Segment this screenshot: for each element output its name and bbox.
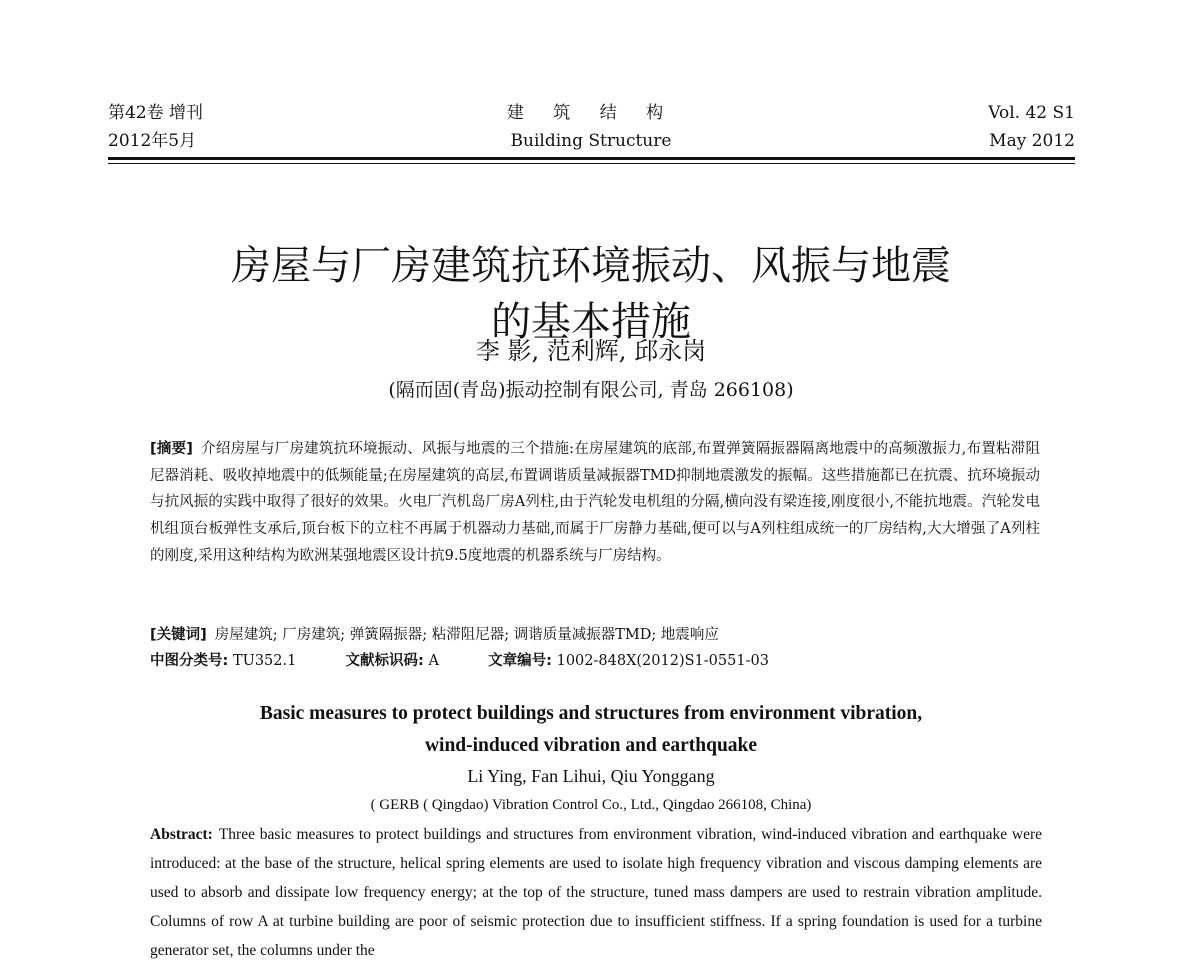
document-code-value: A <box>428 653 439 669</box>
abstract-en <box>150 820 1042 965</box>
paper-title-en-line1: Basic measures to protect buildings and structures from environment vibration, <box>259 703 923 724</box>
keywords-zh <box>150 622 1040 648</box>
affiliation-en: ( GERB ( Qingdao) Vibration Control Co., Ltd., Qingdao 266108, China) <box>370 797 812 813</box>
abstract-en-label: Abstract: <box>150 826 213 843</box>
header-rule-thick <box>108 157 1075 160</box>
date-en: May 2012 <box>989 131 1075 151</box>
classification-info <box>150 648 1040 674</box>
volume-issue-zh: 第42卷 增刊 <box>108 103 204 123</box>
abstract-zh-text: 介绍房屋与厂房建筑抗环境振动、风振与地震的三个措施:在房屋建筑的底部,布置弹簧隔振器隔离地震中的高频激振力,布置粘滞阻尼器消耗、吸收掉地震中的低频能量;在房屋建筑的高层,布置调谐质量减振器TMD抑制地震激发的振幅。这些措施都已在抗震、抗环境振动与抗风振的实践中取得了很好的效果。火电厂汽机岛厂房A列柱,由于汽轮发电机组的分隔,横向没有梁连接,刚度很小,不能抗地震。汽轮发电机组顶台板弹性支承后,顶台板下的立柱不再属于机器动力基础,而属于厂房静力基础,便可以与A列柱组成统一的厂房结构,大大增强了A列柱的刚度,采用这种结构为欧洲某强地震区设计抗9.5度地震的机器系统与厂房结构。 <box>150 441 1040 564</box>
clc-label: 中图分类号: <box>150 653 229 669</box>
authors-en: Li Ying, Fan Lihui, Qiu Yonggang <box>467 766 715 786</box>
paper-title-zh-line1: 房屋与厂房建筑抗环境振动、风振与地震 <box>231 242 951 289</box>
authors-zh: 李 影, 范利辉, 邱永岗 <box>475 337 707 365</box>
article-number-label: 文章编号: <box>488 653 552 669</box>
abstract-zh-label: [摘要] <box>150 441 193 457</box>
paper-title-zh-line2: 的基本措施 <box>491 298 691 345</box>
abstract-zh <box>150 436 1040 570</box>
keywords-zh-text: 房屋建筑; 厂房建筑; 弹簧隔振器; 粘滞阻尼器; 调谐质量减振器TMD; 地震响应 <box>214 627 719 643</box>
keywords-zh-label: [关键词] <box>150 627 207 643</box>
affiliation-zh: (隔而固(青岛)振动控制有限公司, 青岛 266108) <box>388 379 794 401</box>
paper-title-en-line2: wind-induced vibration and earthquake <box>424 735 758 756</box>
paper-title-zh <box>0 238 1182 350</box>
volume-en: Vol. 42 S1 <box>988 103 1075 123</box>
clc-value: TU352.1 <box>232 653 297 669</box>
journal-name-zh: 建 筑 结 构 <box>506 103 676 123</box>
date-zh: 2012年5月 <box>108 131 197 151</box>
header-rule-thin <box>108 163 1075 164</box>
journal-name-en: Building Structure <box>510 131 672 151</box>
abstract-en-text: Three basic measures to protect buildings and structures from environment vibration, wind-induced vibration and earthquake were introduced: at the base of the structure, helical spring elements are used to isolate high frequency vibration and viscous damping elements are used to absorb and dissipate low frequency energy; at the top of the structure, tuned mass dampers are used to restrain vibration amplitude. Columns of row A at turbine building are poor of seismic protection due to insufficient stiffness. If a spring foundation is used for a turbine generator set, the columns under the <box>150 826 1042 959</box>
journal-volume-info <box>988 99 1075 155</box>
paper-title-en <box>0 698 1182 762</box>
article-number-value: 1002-848X(2012)S1-0551-03 <box>556 653 769 669</box>
document-code-label: 文献标识码: <box>345 653 424 669</box>
